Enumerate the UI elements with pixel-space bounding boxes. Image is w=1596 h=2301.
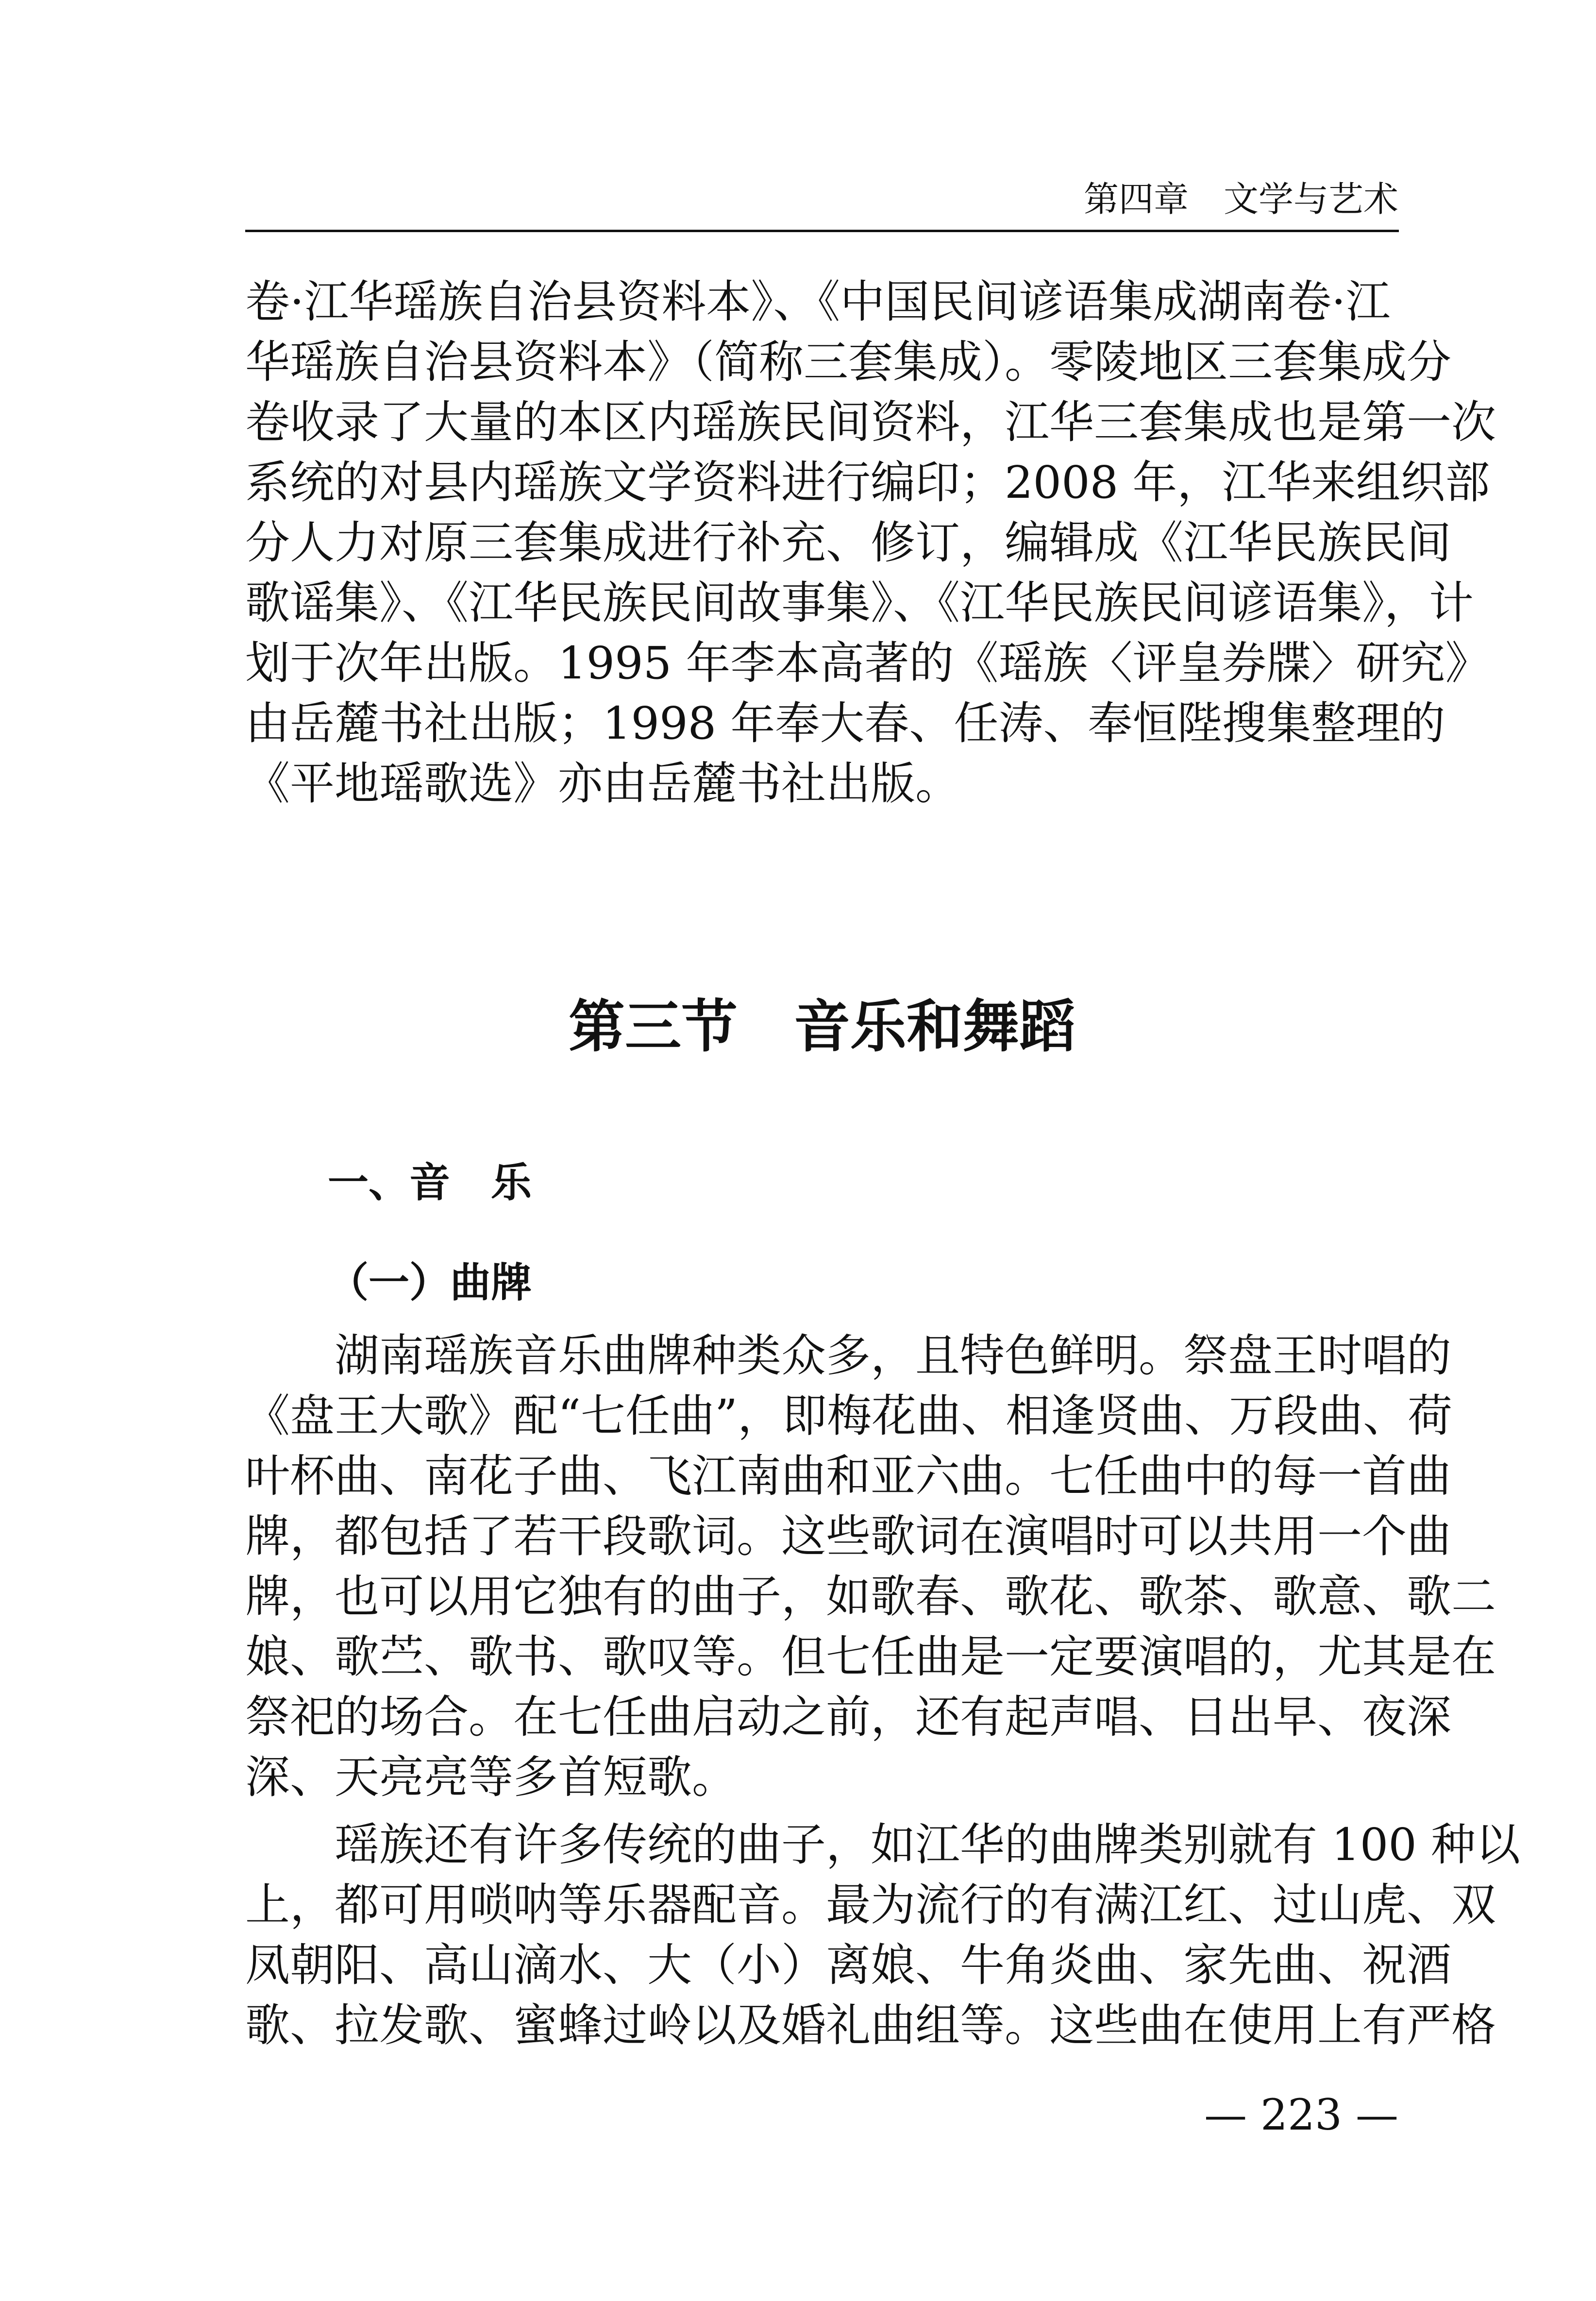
text-line: 瑶族还有许多传统的曲子，如江华的曲牌类别就有 100 种以 (245, 1819, 1521, 1871)
text-line: 歌谣集》、《江华民族民间故事集》、《江华民族民间谚语集》，计 (245, 577, 1474, 629)
text-line: 卷收录了大量的本区内瑶族民间资料，江华三套集成也是第一次 (245, 396, 1496, 448)
text-line: 系统的对县内瑶族文学资料进行编印；2008 年，江华来组织部 (245, 457, 1490, 508)
text-line: 华瑶族自治县资料本》（简称三套集成）。零陵地区三套集成分 (245, 336, 1452, 388)
paragraph-qupai-intro (245, 1326, 1496, 1808)
running-header: 第四章 文学与艺术 (1083, 179, 1398, 220)
header-rule (245, 230, 1399, 232)
text-line: 湖南瑶族音乐曲牌种类众多，且特色鲜明。祭盘王时唱的 (245, 1330, 1452, 1382)
text-line: 《盘王大歌》配“七任曲”，即梅花曲、相逢贤曲、万段曲、荷 (245, 1390, 1453, 1442)
page-number: — 223 — (1204, 2090, 1398, 2140)
text-line: 深、天亮亮等多首短歌。 (245, 1751, 737, 1803)
text-line: 歌、拉发歌、蜜蜂过岭以及婚礼曲组等。这些曲在使用上有严格 (245, 1999, 1496, 2051)
text-line: 卷·江华瑶族自治县资料本》、《中国民间谚语集成湖南卷·江 (245, 276, 1391, 328)
paragraph-traditional-tunes (245, 1815, 1521, 2056)
section-title: 第三节 音乐和舞蹈 (569, 994, 1075, 1060)
heading-music: 一、音 乐 (328, 1159, 532, 1206)
paragraph-continued (245, 272, 1496, 814)
text-line: 娘、歌苎、歌书、歌叹等。但七任曲是一定要演唱的，尤其是在 (245, 1631, 1496, 1683)
heading-qupai: （一）曲牌 (328, 1259, 532, 1306)
text-line: 上，都可用唢呐等乐器配音。最为流行的有满江红、过山虎、双 (245, 1879, 1496, 1931)
text-line: 牌，都包括了若干段歌词。这些歌词在演唱时可以共用一个曲 (245, 1510, 1452, 1562)
text-line: 《平地瑶歌选》亦由岳麓书社出版。 (245, 758, 960, 810)
text-line: 牌，也可以用它独有的曲子，如歌春、歌花、歌茶、歌意、歌二 (245, 1571, 1496, 1623)
text-line: 叶杯曲、南花子曲、飞江南曲和亚六曲。七任曲中的每一首曲 (245, 1450, 1452, 1502)
text-line: 由岳麓书社出版；1998 年奉大春、任涛、奉恒陛搜集整理的 (245, 697, 1445, 749)
text-line: 分人力对原三套集成进行补充、修订，编辑成《江华民族民间 (245, 517, 1452, 569)
text-line: 凤朝阳、高山滴水、大（小）离娘、牛角炎曲、家先曲、祝酒 (245, 1939, 1452, 1991)
text-line: 祭祀的场合。在七任曲启动之前，还有起声唱、日出早、夜深 (245, 1691, 1452, 1743)
text-line: 划于次年出版。1995 年李本高著的《瑶族〈评皇券牒〉研究》 (245, 637, 1490, 689)
